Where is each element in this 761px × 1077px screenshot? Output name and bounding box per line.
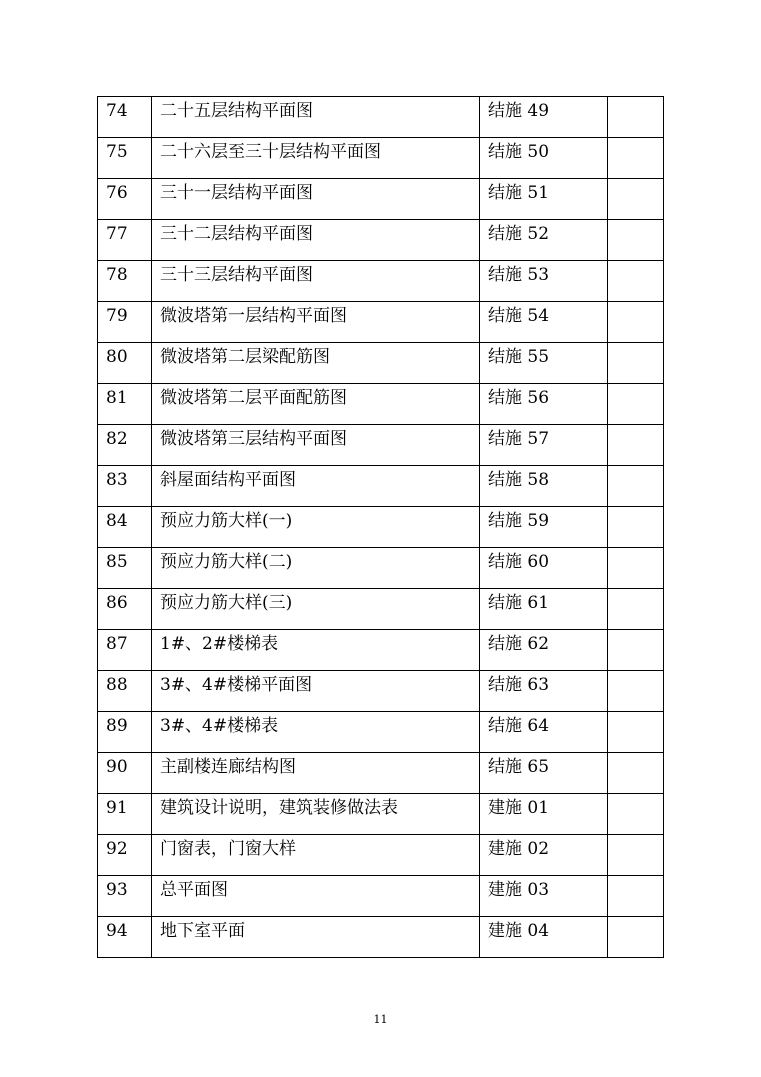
drawing-name-cell: 三十三层结构平面图 xyxy=(152,261,480,302)
drawing-code-cell: 结施 54 xyxy=(480,302,608,343)
row-number-cell: 85 xyxy=(98,548,152,589)
drawing-name-cell: 预应力筋大样(一) xyxy=(152,507,480,548)
remark-cell xyxy=(608,794,664,835)
drawing-code-cell: 结施 63 xyxy=(480,671,608,712)
remark-cell xyxy=(608,753,664,794)
drawing-name-cell: 3#、4#楼梯平面图 xyxy=(152,671,480,712)
row-number-cell: 92 xyxy=(98,835,152,876)
drawing-name-cell: 总平面图 xyxy=(152,876,480,917)
drawing-code-cell: 结施 60 xyxy=(480,548,608,589)
drawing-name-cell: 建筑设计说明，建筑装修做法表 xyxy=(152,794,480,835)
row-number-cell: 87 xyxy=(98,630,152,671)
drawing-code-cell: 结施 51 xyxy=(480,179,608,220)
drawing-code-cell: 结施 65 xyxy=(480,753,608,794)
drawing-name-cell: 3#、4#楼梯表 xyxy=(152,712,480,753)
remark-cell xyxy=(608,507,664,548)
table-row xyxy=(98,302,664,343)
remark-cell xyxy=(608,835,664,876)
drawing-code-cell: 结施 64 xyxy=(480,712,608,753)
table-row xyxy=(98,138,664,179)
drawing-code-cell: 建施 01 xyxy=(480,794,608,835)
drawing-code-cell: 结施 62 xyxy=(480,630,608,671)
table-row xyxy=(98,794,664,835)
table-row xyxy=(98,384,664,425)
drawing-code-cell: 结施 59 xyxy=(480,507,608,548)
table-row xyxy=(98,261,664,302)
remark-cell xyxy=(608,220,664,261)
page-number: 11 xyxy=(373,1013,388,1026)
row-number-cell: 81 xyxy=(98,384,152,425)
table-row xyxy=(98,917,664,958)
drawing-name-cell: 地下室平面 xyxy=(152,917,480,958)
row-number-cell: 86 xyxy=(98,589,152,630)
drawing-name-cell: 微波塔第二层平面配筋图 xyxy=(152,384,480,425)
remark-cell xyxy=(608,343,664,384)
row-number-cell: 90 xyxy=(98,753,152,794)
drawing-name-cell: 二十六层至三十层结构平面图 xyxy=(152,138,480,179)
remark-cell xyxy=(608,138,664,179)
drawing-name-cell: 预应力筋大样(二) xyxy=(152,548,480,589)
table-row xyxy=(98,179,664,220)
remark-cell xyxy=(608,384,664,425)
remark-cell xyxy=(608,917,664,958)
table-row xyxy=(98,343,664,384)
drawing-name-cell: 微波塔第一层结构平面图 xyxy=(152,302,480,343)
drawing-list-table xyxy=(97,96,664,958)
table-row xyxy=(98,466,664,507)
row-number-cell: 94 xyxy=(98,917,152,958)
table-row xyxy=(98,671,664,712)
drawing-name-cell: 三十二层结构平面图 xyxy=(152,220,480,261)
row-number-cell: 82 xyxy=(98,425,152,466)
row-number-cell: 80 xyxy=(98,343,152,384)
row-number-cell: 74 xyxy=(98,97,152,138)
remark-cell xyxy=(608,425,664,466)
drawing-code-cell: 结施 50 xyxy=(480,138,608,179)
row-number-cell: 79 xyxy=(98,302,152,343)
drawing-code-cell: 建施 03 xyxy=(480,876,608,917)
drawing-code-cell: 结施 49 xyxy=(480,97,608,138)
table-row xyxy=(98,548,664,589)
drawing-code-cell: 结施 57 xyxy=(480,425,608,466)
remark-cell xyxy=(608,548,664,589)
row-number-cell: 91 xyxy=(98,794,152,835)
drawing-code-cell: 结施 53 xyxy=(480,261,608,302)
drawing-name-cell: 三十一层结构平面图 xyxy=(152,179,480,220)
remark-cell xyxy=(608,97,664,138)
drawing-code-cell: 结施 56 xyxy=(480,384,608,425)
drawing-code-cell: 结施 52 xyxy=(480,220,608,261)
row-number-cell: 75 xyxy=(98,138,152,179)
table-row xyxy=(98,425,664,466)
drawing-name-cell: 微波塔第三层结构平面图 xyxy=(152,425,480,466)
row-number-cell: 93 xyxy=(98,876,152,917)
table-row xyxy=(98,97,664,138)
row-number-cell: 83 xyxy=(98,466,152,507)
drawing-name-cell: 二十五层结构平面图 xyxy=(152,97,480,138)
drawing-list-body xyxy=(98,97,664,958)
table-row xyxy=(98,507,664,548)
row-number-cell: 78 xyxy=(98,261,152,302)
table-row xyxy=(98,630,664,671)
row-number-cell: 88 xyxy=(98,671,152,712)
remark-cell xyxy=(608,876,664,917)
remark-cell xyxy=(608,302,664,343)
drawing-name-cell: 预应力筋大样(三) xyxy=(152,589,480,630)
drawing-code-cell: 建施 04 xyxy=(480,917,608,958)
drawing-code-cell: 结施 61 xyxy=(480,589,608,630)
drawing-code-cell: 结施 58 xyxy=(480,466,608,507)
drawing-name-cell: 1#、2#楼梯表 xyxy=(152,630,480,671)
remark-cell xyxy=(608,179,664,220)
table-row xyxy=(98,220,664,261)
drawing-code-cell: 结施 55 xyxy=(480,343,608,384)
row-number-cell: 84 xyxy=(98,507,152,548)
table-row xyxy=(98,835,664,876)
drawing-name-cell: 斜屋面结构平面图 xyxy=(152,466,480,507)
table-row xyxy=(98,712,664,753)
remark-cell xyxy=(608,671,664,712)
drawing-code-cell: 建施 02 xyxy=(480,835,608,876)
remark-cell xyxy=(608,466,664,507)
row-number-cell: 89 xyxy=(98,712,152,753)
table-row xyxy=(98,876,664,917)
row-number-cell: 76 xyxy=(98,179,152,220)
row-number-cell: 77 xyxy=(98,220,152,261)
drawing-name-cell: 微波塔第二层梁配筋图 xyxy=(152,343,480,384)
drawing-name-cell: 主副楼连廊结构图 xyxy=(152,753,480,794)
remark-cell xyxy=(608,261,664,302)
remark-cell xyxy=(608,712,664,753)
table-row xyxy=(98,589,664,630)
remark-cell xyxy=(608,630,664,671)
drawing-name-cell: 门窗表，门窗大样 xyxy=(152,835,480,876)
remark-cell xyxy=(608,589,664,630)
table-row xyxy=(98,753,664,794)
